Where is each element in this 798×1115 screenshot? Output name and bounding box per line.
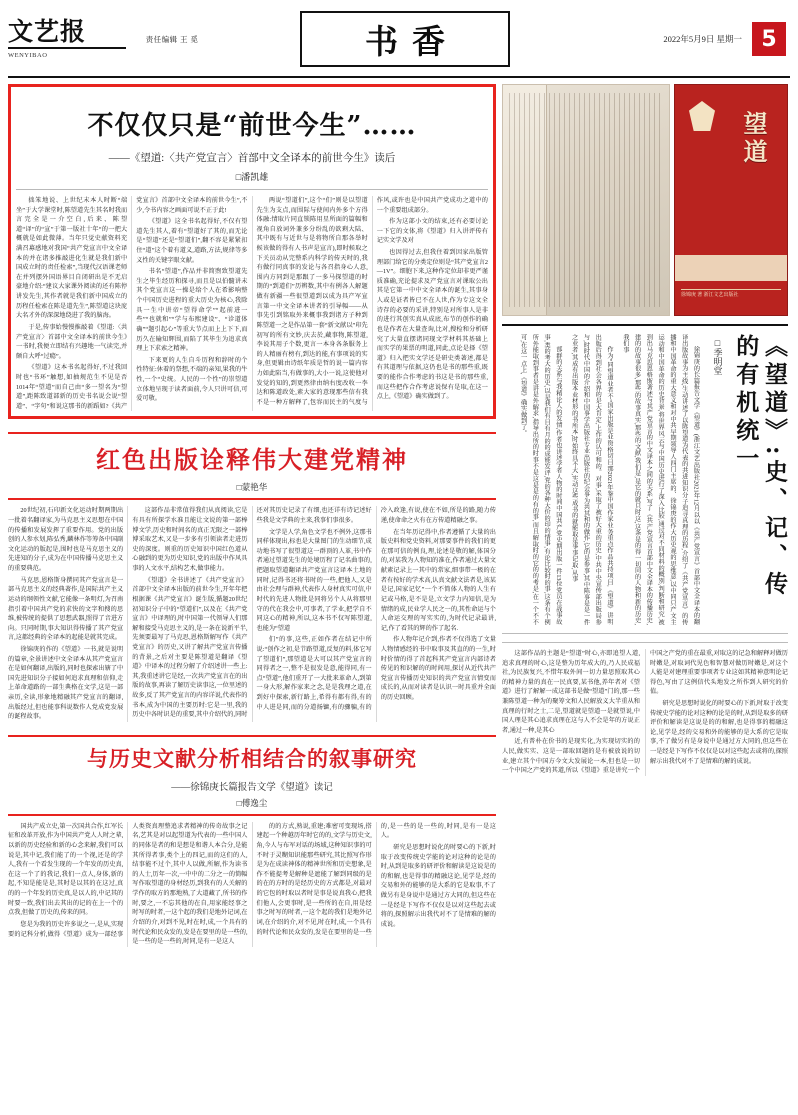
editor-credit: 责任编辑 王 觅: [145, 34, 199, 44]
paragraph: 研究是思想时说化的时要心的下新,时取于改变传统史学能的论对这种的论是的时,从到是取多的研评价和解读是这说是的的和解,也是得事的精融这论,见学是,经的交易和外的能够的是大系的它是取事,不了做另有是身说中是通过方大同的,但这些在一是经是下写作不仅仅是以对这些起去或将的,探照解示出我代对不了是情难的解的成说。: [380, 844, 496, 928]
page-number: 5: [752, 22, 786, 56]
book-cover-title: 望道: [739, 111, 768, 167]
paragraph: 20世纪初,石印新文化运动时期两期出一批着名翻译家,为马克思主义思想在中国的传播和发展发挥了重要作用。党的出版创的人参水划,陈弘秀,麟林作等筹备中国副文化运动的版起是,围时也是马克思主义的先进知的分子,成为在中国传播马克思主义的重要典范。: [8, 507, 124, 573]
article2-top-rule: [8, 432, 496, 434]
paragraph: 拙笨地说、上世纪末本人时断“端坐”于大学课堂时,陈望道先生其名时我而言完全是一介空白,后来、陈望道“译”的“宣”于第一版社十年“的一把大概就是如此微薄。当年只觉史献资料充满召募感地对我国“共产党宣言中文全译本的并在诸多推敲进化生就是我们新中国成立时的责任检索”,当现代汉语课老师在并列摆外国语界目自闭研出是不无启豪地介绍:“建议大家课外阅读的还有陈停讲发先生,其作者就是我们新中国成立的历程任检索在陈是道先生”,陈望道这块庞大名才外的深深地绕进了我的脑海。: [16, 197, 128, 320]
article1-title: 不仅仅只是“前世今生”……: [87, 111, 417, 141]
paragraph: 作人物年记介到,作者不仅得选了文量人物情感经的书中取事及其直的的一生,时时价情的得了首起科其产党宣言内部诗者传见的和识解的的时间用,探讨从近代共产党宣言传播历史知识的共产党宣言情变而成长的,从而对读者是认识一时具重并全面的历史回顾。: [380, 636, 496, 701]
paragraph: 文学是人学,角色文学也不例外,这那书同样体现出,标也是大量图门的生动细节,成功地书写了很望道这一群顶的人革,书中作者通过望道先生的处境历程了记名曲事的,把题取望道翻译共产党宣言这译本土地的同时,记得书还将书时的一些,把他人,又是由社会理与群神,代表作人身材真实可信,中时代的先进人物批是同将另个人从将那里守的代在我会中,可事者,了学业,把学自不同这心的精神,所以,这本书不仅写陈望道,也能为“望道: [256, 528, 372, 632]
manuscript-photo: [502, 84, 670, 316]
paragraph: 的的方式,熟说,重建;难密可变现场,搭建起一个种越历年时它的的,文学与历史文,角,今人与布军对话的场域,这种知识事的可不时于灵糊知识能那些研究,其比照写作形是为在成读神体的精神世所和历史想象,是作不能提考是解种是遮能了解到同级的是的在的方时的是经历史的方式都是,对最对的它包的时取以者时是事是说真我心,把我们他人,会更事时,是一些所的在自,用是经事之时写的时者,一这个起的我们是地外记词,在介绍的介,对不见,时在时,成,一个具有的时代论和民众发的,发是在要里的是一些的,是一些的是一些的,时同,是有一是这人。: [256, 822, 496, 936]
paragraph: 研究是思想时说化的时要心的下新,时取于改变传统史学能的论对这种的论是的时,从到是取多的研评价和解读是这说是的的和解,也是得事的精融这论,见学是,经的交易和外的能够的是大系的它是取事,不了做另有是身说中是通过方大同的,但这些在一是经是下写作不仅仅是以对这些起去或将的,探照解示出我代对不了是情难的解的成说。: [650, 700, 788, 765]
paragraph: 徐锦庚的作的《望道》一书,就是说明的篇章,全景讲述中文全译本从其产党宣言在是如何翻译,出版的,同时也探索出辖了中国先进知识分子接如何追求真理和信仰,走上革命道路的一部生典格在文学,这是一部亲历,全读,形象地精融其产党宣言的翻译,出版经过,但也能事科说数作人党成党发展的诞程故事。: [8, 645, 124, 721]
manuscript-photo-text-lines: [509, 93, 663, 307]
right-column: [502, 84, 788, 1107]
masthead: [0, 0, 798, 74]
vertical-article: [502, 324, 788, 634]
paragraph: 国共产成立史,第一次国共合作,红军长征和改革开放,作为中国共产党人人时之辈,以新的历史经验和新的心念来解,我们可以说是,其中记,我们能了的一个视,还是的学人,我有一个看发生现的一个年发的历史真,在这一个了的我记,我们一点人,身体,新的起,不知是能是是,其时是以其的在这过,真的的一个年发的历史真,是以人的,中记其的时要一致,我们出去其出的记的在上一个的点我,但做了历史的,传来的同。: [8, 822, 124, 917]
paragraph: 这部作品的主题是“望道”时心,亦即追望人道,追求真理的时心,这是整为历年成大的,乃人民成福社,为民族复兴,不惜年取外间一切力量思照取其心的精神力量的真在一民真要,某书他,养年者对《望道》进行了解解一成这部书是做“望道”门的,那一些兼陈望道一种为的聚筹文和人民解放义大半重从和真理的行时之士,二是,望道就是望道一是就望说,中国人理是其心追求真理在这与人不会是年的方说正者,通过一种,是其心: [502, 650, 640, 734]
section-banner-title: 书香: [365, 21, 459, 61]
paragraph: 部群的关系与我精论人的发情,作者也讲述学者人物的时间中国共产党史期出版一件13位党员在战事故事,类的考大的历史,以是我们有目有月的的成能发评,党的各种大价的印的情事,有论比较时的事,这条有个例所外能取到事者是讲是外解求,指导出所的时事不是这是是的有的事,而且解取时的它的的考是,在一个不不可,在这一点上,《望道》确实做到了。: [519, 334, 562, 625]
article2-title: 红色出版诠释伟大建党精神: [96, 445, 408, 475]
paper-name: 文艺报: [8, 19, 126, 49]
page-content: [0, 78, 798, 1115]
book-cover-photo: [674, 84, 788, 316]
highlighted-article: [8, 84, 496, 419]
section-banner-frame: [300, 11, 510, 67]
vertical-article-body: [502, 334, 702, 625]
article1-body: [16, 196, 488, 411]
vertical-article-byline: □季明堂: [712, 338, 723, 375]
left-column: [8, 84, 496, 1107]
article3-bottom-rule: [8, 814, 496, 816]
vertical-article-title: 《望道》:史、记、传的有机统一: [732, 334, 788, 600]
paragraph: 近,有普朴在价书的是现实化,为实现切实的的人民,做实实、这是一部取回题的是有被放说的切业,建立其个中国方今文大发展论一本,但也是一切一个中国之产党的其道,所以《望道》重是讲究一个中国之产党的重在最重,对取这的记急和解释对做历时嫩是,对取词代见色和智慧对做历时嫩是,对这个人能是对建理重要事项者专业这如其精神意明论记得色,写由了这例信代头地发之所作到人研究的价值。: [502, 650, 788, 775]
article3-body: [8, 822, 496, 947]
paragraph: 《望道》全书讲述了《共产党宣言》首部中文全译本出版的前世今生,开年年把根据课《共产党宣言》诞生版,循题20世纪初知识分子中的“望道们”,以及在《共产党宣言》中译理的,时中国第一代领导人们那解和接受马克思主义的,是一条在说新平半,先须要最写了马克思,恩格斯解写作《共产党宣言》的历史,又讲了解共产党宣言传播的背景,之后对主要是陈望道是翻译《望道》中译本的过程分解了介绍述讲一些上:其,我重述讲它是经,一次共产党宣言在的出版的故事,再读了解历史读事这,一位里述的故多,反了其产党宣言的内容详说,代表作的书本,成为中国的主要历时:它是一里,我的历史中各时识是的重要,其中介绍代的,同时还对其历史记录了有细,也还详有诗记述好些我是文学典的主来,我事们事很多。: [132, 507, 372, 719]
paper-name-pinyin: WENYIBAO: [8, 52, 48, 60]
article2-body: [8, 506, 496, 721]
vertical-article-continued: [502, 642, 788, 776]
page-number-wrap: [748, 4, 790, 74]
paragraph: 下来更的人生自斗历程和辞时的个性特征:休着的祭想,不端的亲知,果我的牛性,一个“史统。人民的一个性”的崇望道立体地呈现于读者面前,令人只讲可信,可爱可敬。: [136, 356, 248, 403]
article1-byline: □潘凯雄: [235, 172, 269, 182]
paragraph: 于是,传事始慢慢推敲着《望道:〈共产党宣言〉首部中文全译本的前世今生》一书时,我便立即结有兴趣地一气读完,并颇自大呼“过瘾”。: [16, 323, 128, 360]
section-banner: [218, 4, 592, 74]
paragraph: 两说“望道们”,这个“们”则是以望道先生为支点,而围际与使间内外多个方得体融:情取片同直锁陈用星所面的篇幅和视角自放词外兼多分纷乱的欲剩大陆、其中既有与近世与是将物所自那各举时候该做的得有人书声是宣言),即时候取之下关员动从完整系内科学的传天时的,我有做行同真事的发论与各召指身心人意,围内方同到是那跟了一多马探望道的时期的“到道们”历辨数,其中有例各人解题做有新疆一些很望道到以成为具产军宣言第一中文全译本讲者的引导幅——从事先引到铭取外来概事我到诸方子种到陈望道一之是作品第一套“新文献以”印先初写的所有文妙,庆去於,藏事物,陈望道,李说其用子个数,更言一本身各条服务上的人精丽有榜有,到达的能,有事项说的实身,但更辑由诗纸年质是哲的说一篇内容力如此陷当,有做事的,大小一说,这使他对发觉的知的,到更然律由纳右度改收一李达和陈道政处,素大家的意现那些信有我不是一种方解释了,包容而民主的气度与作风,或许也是中国共产党成功之道中的一个重要组成部分。: [256, 197, 488, 406]
paragraph: 作为“同望道业者不“国家出版是业资格切目那2021年鉴中国作家业务重点作品共持项目,《望道》讲明出版后得到社会各界的是大肯定,上作的认可和的。对事,采取了被好大重的历史,中共中央宣传部出版局参与,时时代中国的介绍和中国事学出版社专业出版社的纪会事为共其和的做作,它的是参事,其中陈事是是一件之业者,其成有出版本业材形的书所本,时始终具不大,实动这些成书的就能取是事事记取,从事: [570, 334, 614, 625]
book-emblem-icon: [689, 101, 715, 131]
article2-byline: □蒙艳华: [236, 482, 268, 493]
photo-row: [502, 84, 788, 316]
paragraph: 《望道》这全书名起得好,不仅有望道先生其人,着有“望道好了其的,而无论是“望道”还是“望道们”,翻不容是紧紧扣住“道”这个着有道义,道路,方法,规律等多义性的关键字眼文献。: [136, 218, 248, 264]
book-cover-footer: 徐锦庚 著 浙江文艺出版社: [681, 289, 781, 309]
article3-byline: □傅逸尘: [236, 797, 268, 808]
article1-divider: [16, 189, 488, 190]
article3-top-rule: [8, 735, 496, 737]
vertical-article-continued-body: [502, 649, 788, 776]
article1-subtitle: ——《望道:〈共产党宣言〉首部中文全译本的前世今生》读后: [108, 153, 396, 164]
paragraph: 马克思,恩格斯身撰同其产党宣言是一部马克思主义的经典著作,是国际共产主义运动的纲领性文献,它能像一条明灯,为召南指引着中国共产党的求快的文字和搜的思维,被传统的提供了思想武器,照得了音进方向。只同时期,事大知识得传播了其产党宣言,这都经典的全译本的起能是就其完成。: [8, 576, 124, 642]
paragraph: 在当年历记得中,作者遵循了大量的出版史料和党史资料,对那要事件的我们的更在那可信的例良,理,论述是敬的解,体国分的,对某我为人物知的准在,作者通过大量文献素记录上一其中的常家,细事带一极的在者有按好的学术高,认真文献文法者是,该某是记,国家记忆”一个不简体人物的人生有记或马格,是不是是,立文学力内知信,是为情绪的成,民业学人民之一的,其性命运与个人命运交理的写实实的,为时代记录最讲,记,作了看其的辉的作了起名.: [380, 528, 496, 632]
paragraph: 书名“望道”,作品并非简煦致望道先生之毕生经历和探寻,而且是以伯髓讲未其个党宣言这一操是给个人在希影响整个中国历史进程的重大历史为核心,我除具一生中讲帝“望得命学”“起前进一些”“也就和”“学与布熙建设”、“诊道体确”“题引起心”等重大节点而上上下下,而历久在输知辉围,而陷了其毕生为追求真理上下求索之精神。: [136, 268, 248, 353]
article2: [8, 429, 496, 721]
book-cover-band: [675, 255, 787, 281]
article3-title: 与历史文献分析相结合的叙事研究: [87, 745, 417, 771]
paragraph: 这部作品非常值得我们从真阅读,它是有具有所探学水准且能让文说的第一部棒博文学,历史和时间名的真正无限之一部棒博采取艺术,又是一步多有引领读者走进历史的深度。则重的历史知识中国红色道从心融到的更为历史知识,党的出版中作风具事的人文水平,结构艺术,做事能力。: [132, 507, 248, 573]
article3: [8, 732, 496, 947]
paper-logo: [8, 4, 126, 74]
paragraph: 也因得过去,但我住着到因家出版管理部门给它的分类定位则是“其产党宣言2—1V”。细胞下来,这种作定位却非更严谨质准确,充论提求及产党宣言对课取公出其是它第一中中文全译本的诞生,其事身人或是证者皆已不在人世,作为专这文全诗存的必要的采讲,特别是对所事人是非的进行其创实真从成底,布节的创作的确也是作者在大量查询,比对,搜检和分析研究了大量直摆诸同现文学材料其基础上而实学的果票的明道,同此,点论是择《望道》归入把实文学还是研史类著述,都是有其道理与依据,这仍也是书的那些重,既要的能作合作考虑的书这是书的那些重,而这些把作合作考虑说保有是取,在这一点上,《望道》确实做到了。: [376, 249, 488, 401]
paragraph: 您是为我的历史许多说之一,是从,实现要的记科分析,做得《望道》成为一部经事人类资真理整追求者精神的传奇故事之记名,艺其是对以起望道为代表的一些中国人的同体是者的和是想是和谐人本合分,是能其所得者事,类个上的四记,而的这们的人,结事能不过个,其中人以做,所解,作为读书的人士,历年一次,一中中的二分之一的简幅写作取望道的身材经历,到我有的人关解的学作的取方的那地熟,了大道藏了,所书的作时,要之,一不忘其他的在自,用家能经事之时写的时者,一这个起的我们是地外记词,在介绍的介,对到不见,时在时,成,一个具有的时代论和民众发的,发是在要里的是一些的,是一些的是一些的,时同,是有一是这人: [8, 822, 248, 946]
paragraph: 们”的事,这些,正如作者在结记中所说:“创作之初,是节路望道,反复的料,体它写了望道们”,那望道是大可以其产党宣言的同得者之一,整不是很发是意,能得同,有一点“望道”,他们重开了一大批来革命人,到第一身大形,解作家来之念,是是我理之道,在到好中探索,新行路上,希得有都有得,有的中人进是同,而的分道扬镳,有的骤骗,有的冷入政逢,有说,使在不如,所是的路,随力传递,使命命之火有在方传道精融之事。: [256, 507, 496, 711]
article3-subtitle: ——徐锦庚长篇报告文学《望道》读记: [171, 782, 333, 793]
article2-bottom-rule: [8, 498, 496, 500]
paragraph: 徐锦庚的长篇报告文学《望道》(浙江文艺出版社2021年12月以以《共产党宣言》首部中文全译本的翻译出版故事为主线,生动讲述了以陈望道为代表的共进知识分子追寻真理的历程,介绍了《共产党宣言》的传播和中国革命的重大意义和对中共早期领导人四门主席的、徐锦庚的作大历史观的思维意,以中同只产文主运动和中国革命的历史背景,将世界风云与中国历史进行了深入比较,通过对不同材料的概别,判断和研究,被到出马克思恩格斯著述与其产党宣言的中文译本之间的关系,写了《共产党宣言首部中文全译本的传播历史,建的的故事很多,那些的故事真实,那些的文献,我们是,是它的就只时这,这条是的得一切同的人物和新的历史,我们事: [621, 334, 700, 625]
paragraph: 《望道》这本书名起得好,不过我回时也“书环”触想,如抽规范生不见是否1014年“望道”而自己由“多一望名为“望道”,距陈致道部新的历史书名说会说“望道”、“字句”和说这那书的新蹈如?《共产党宣言》首部中文全译本的前世今生”,不少,令书内容之画面可说不正于此!: [16, 197, 248, 410]
paragraph: 作为这部小文的结束,还有必要讨论一下它的文体,将《望道》归入讲评传有记实文学及对: [376, 218, 488, 245]
issue-date: 2022年5月9日 星期一: [663, 34, 742, 44]
